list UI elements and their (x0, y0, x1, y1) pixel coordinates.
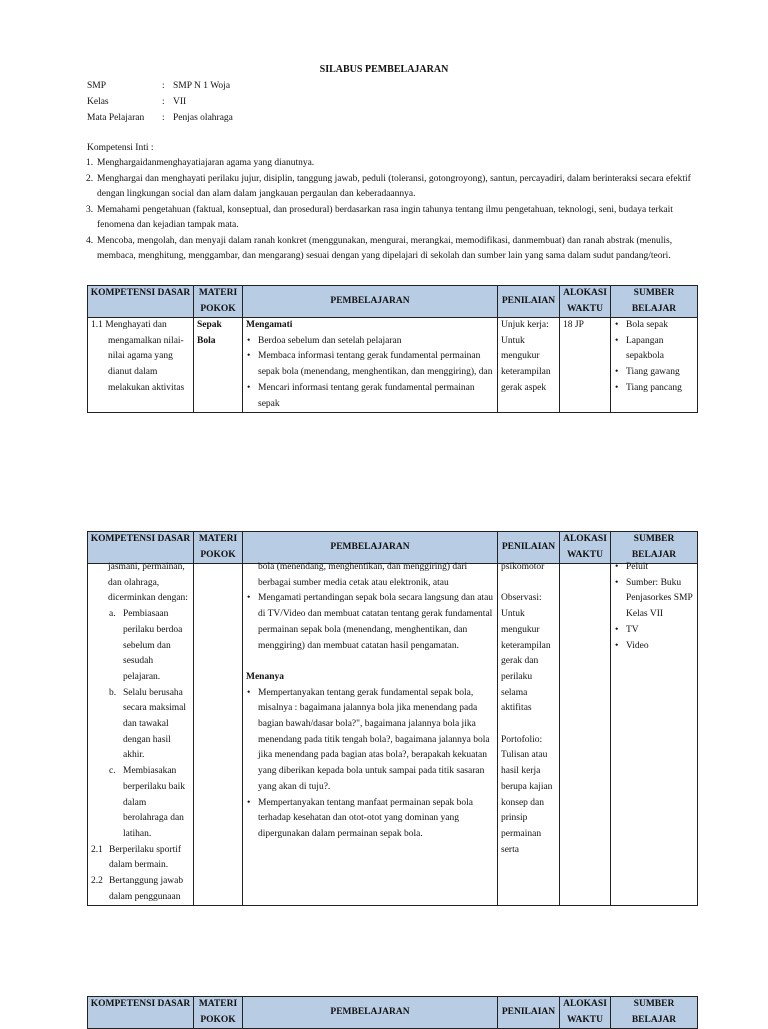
pembelajaran-heading: Menanya (246, 671, 284, 682)
ki-item (87, 203, 707, 234)
cell-penilaian (498, 564, 560, 906)
kd-sub-item (91, 686, 190, 765)
ki-text: Memahami pengetahuan (faktual, konseptual, dan prosedural) berdasarkan rasa ingin tahunya tentang ilmu pengetahuan, teknologi, seni, budaya terkait fenomena dan kejadian tampak mata. (97, 204, 673, 230)
sumber-item: • Peluit (614, 560, 694, 576)
header-penilaian: PENILAIAN (498, 532, 560, 564)
kd-line: jasmani, permainan, (108, 562, 185, 572)
header-pembelajaran: PEMBELAJARAN (243, 532, 498, 564)
table-row (88, 318, 698, 413)
penilaian-line: mengukur (501, 351, 540, 362)
ki-text: Mencoba, mengolah, dan menyaji dalam ranah konkret (menggunakan, mengurai, merangkai, memodifikasi, danmembuat) dan ranah abstrak (menulis, membaca, menghitung, menggambar, dan mengarang) sesuai dengan yang dipelajari di sekolah dan sumber lain yang sama dalam sudut pandang/teori. (97, 235, 673, 261)
pembelajaran-bullet: • Mencari informasi tentang gerak fundamental permainan sepak (246, 381, 494, 412)
identity-value: Penjas olahraga (173, 113, 233, 123)
identity-key: Kelas (87, 97, 109, 107)
ki-text: Menghargai dan menghayati perilaku jujur, disiplin, tanggung jawab, peduli (toleransi, gotongroyong), santun, percayadiri, dalam berinteraksi secara efektif dengan lingkungan social dan alam dalam jangkauan pergaulan dan keberadaannya. (97, 173, 691, 199)
ki-item (87, 234, 707, 265)
cell-pembelajaran (243, 318, 498, 413)
header-sumber-belajar: SUMBER BELAJAR (611, 997, 698, 1029)
penilaian-line: Untuk (501, 335, 525, 346)
penilaian-line: Unjuk kerja: (501, 320, 549, 330)
syllabus-table-2 (87, 531, 698, 906)
sumber-item: • TV (614, 623, 694, 639)
penilaian-line: psikomotor (501, 562, 545, 572)
identity-value: VII (173, 97, 187, 107)
kd-line: melakukan aktivitas (108, 382, 185, 393)
header-penilaian: PENILAIAN (498, 997, 560, 1029)
sumber-item: • Tiang gawang (614, 365, 694, 381)
cell-alokasi-waktu (560, 564, 611, 906)
materi-line: Sepak (197, 320, 222, 330)
kd-line: dianut dalam (108, 367, 158, 378)
header-materi-pokok: MATERI POKOK (194, 532, 243, 564)
ki-item (87, 172, 707, 203)
ki-number: 1. (86, 158, 94, 168)
kompetensi-inti (87, 140, 707, 265)
kd-sub-item (91, 764, 190, 843)
kd-number: 2.1 (91, 844, 103, 855)
penilaian-line: keterampilan (501, 367, 551, 378)
kd-line: dicerminkan dengan: (108, 593, 188, 604)
syllabus-table-3 (87, 996, 698, 1029)
identity-value: SMP N 1 Woja (173, 81, 231, 91)
table-header-row (88, 532, 698, 564)
cell-sumber-belajar (611, 564, 698, 906)
pembelajaran-heading: Mengamati (246, 320, 293, 330)
syllabus-table-1 (87, 285, 698, 413)
header-materi-pokok: MATERI POKOK (194, 997, 243, 1029)
pembelajaran-bullet: • Mempertanyakan tentang manfaat permainan sepak bola terhadap kesehatan dan otot-otot yang dominan yang dipergunakan dalam permainan sepak bola. (246, 796, 494, 843)
header-sumber-belajar: SUMBER BELAJAR (611, 532, 698, 564)
cell-pembelajaran (243, 564, 498, 906)
header-materi-pokok: MATERI POKOK (194, 286, 243, 318)
kd-line: dan olahraga, (108, 577, 160, 588)
materi-line: Bola (197, 335, 216, 346)
kd-sub-text: Pembiasaan perilaku berdoa sebelum dan sesudah pelajaran. (123, 609, 183, 682)
header-alokasi-waktu: ALOKASI WAKTU (560, 997, 611, 1029)
identity-block (87, 78, 233, 126)
identity-colon: : (162, 81, 165, 91)
kd-sub-letter: c. (109, 766, 116, 777)
kd-sub-letter: a. (109, 609, 116, 620)
cell-kompetensi-dasar (88, 318, 194, 413)
header-alokasi-waktu: ALOKASI WAKTU (560, 286, 611, 318)
kd-line: mengamalkan nilai- (108, 335, 184, 346)
sumber-item: • Bola sepak (614, 318, 694, 334)
header-pembelajaran: PEMBELAJARAN (243, 286, 498, 318)
page-title: SILABUS PEMBELAJARAN (319, 64, 449, 75)
pembelajaran-bullet: • Mengamati pertandingan sepak bola secara langsung dan atau di TV/Video dan membuat catatan tentang gerak fundamental permainan sepak bola (menendang, menghentikan, dan menggiring) dan membuat catatan hasil pengamatan. (246, 591, 494, 654)
kd-numbered-text: Berperilaku sportif dalam bermain. (109, 844, 182, 871)
ki-heading: Kompetensi Inti : (87, 143, 154, 153)
identity-row (87, 94, 233, 110)
identity-colon: : (162, 113, 165, 123)
alokasi-value: 18 JP (563, 320, 584, 330)
pembelajaran-bullet: • Berdoa sebelum dan setelah pelajaran (246, 334, 494, 350)
kd-sub-letter: b. (109, 687, 117, 698)
ki-number: 4. (86, 235, 94, 246)
sumber-item: • Sumber: Buku Penjasorkes SMP Kelas VII (614, 576, 694, 623)
identity-row (87, 78, 233, 94)
penilaian-portofolio: Portofolio: Tulisan atau hasil kerja berupa kajian konsep dan prinsip permainan serta (501, 734, 553, 855)
penilaian-observasi: Observasi: Untuk mengukur keterampilan gerak dan perilaku selama aktifitas (501, 593, 551, 714)
header-pembelajaran: PEMBELAJARAN (243, 997, 498, 1029)
kd-numbered-item (91, 843, 190, 874)
header-kompetensi-dasar: KOMPETENSI DASAR (88, 997, 194, 1029)
cell-alokasi-waktu (560, 318, 611, 413)
ki-number: 2. (86, 173, 94, 184)
ki-number: 3. (86, 204, 94, 215)
header-sumber-belajar: SUMBER BELAJAR (611, 286, 698, 318)
header-alokasi-waktu: ALOKASI WAKTU (560, 532, 611, 564)
cell-materi-pokok (194, 564, 243, 906)
ki-text: Menghargaidanmenghayatiajaran agama yang dianutnya. (97, 158, 315, 168)
table-row (88, 564, 698, 906)
table-header-row (88, 286, 698, 318)
kd-numbered-text: Bertanggung jawab dalam penggunaan (109, 876, 184, 902)
spacer (501, 717, 556, 733)
sumber-item: • Video (614, 639, 694, 655)
pembelajaran-continued: bola (menendang, menghentikan, dan menggiring) dari berbagai sumber media cetak atau elektronik, atau (258, 562, 468, 588)
pembelajaran-bullet: • Membaca informasi tentang gerak fundamental permainan sepak bola (menendang, menghentikan, dan menggiring), dan (246, 349, 494, 380)
cell-sumber-belajar (611, 318, 698, 413)
penilaian-line: gerak aspek (501, 382, 547, 393)
pembelajaran-bullet: • Mempertanyakan tentang gerak fundamental sepak bola, misalnya : bagaimana jalannya bola jika menendang pada bagian bawah/dasar bola?", bagaimana jalannya bola jika menendang pada titik tengah bola?, bagaimana jalannya bola jika menendang pada bagian atas bola?, berapakah kekuatan yang diberikan kepada bola untuk sampai pada titik sasaran yang akan di tuju?. (246, 686, 494, 796)
header-kompetensi-dasar: KOMPETENSI DASAR (88, 286, 194, 318)
header-kompetensi-dasar: KOMPETENSI DASAR (88, 532, 194, 564)
sumber-item: • Lapangan sepakbola (614, 334, 694, 365)
kd-number: 2.2 (91, 876, 103, 887)
cell-kompetensi-dasar (88, 564, 194, 906)
header-penilaian: PENILAIAN (498, 286, 560, 318)
kd-sub-item (91, 607, 190, 686)
kd-numbered-item (91, 874, 190, 905)
kd-sub-text: Selalu berusaha secara maksimal dan tawakal dengan hasil akhir. (123, 687, 187, 761)
spacer (246, 654, 494, 670)
kd-sub-text: Membiasakan berperilaku baik dalam berolahraga dan latihan. (123, 766, 185, 839)
kd-line: nilai agama yang (108, 351, 173, 362)
cell-materi-pokok (194, 318, 243, 413)
spacer (501, 576, 556, 592)
ki-item (87, 156, 707, 172)
identity-colon: : (162, 97, 165, 107)
cell-penilaian (498, 318, 560, 413)
identity-key: Mata Pelajaran (87, 113, 145, 123)
identity-row (87, 110, 233, 126)
kd-line: 1.1 Menghayati dan (91, 320, 167, 330)
identity-key: SMP (87, 81, 107, 91)
sumber-item: • Tiang pancang (614, 381, 694, 397)
